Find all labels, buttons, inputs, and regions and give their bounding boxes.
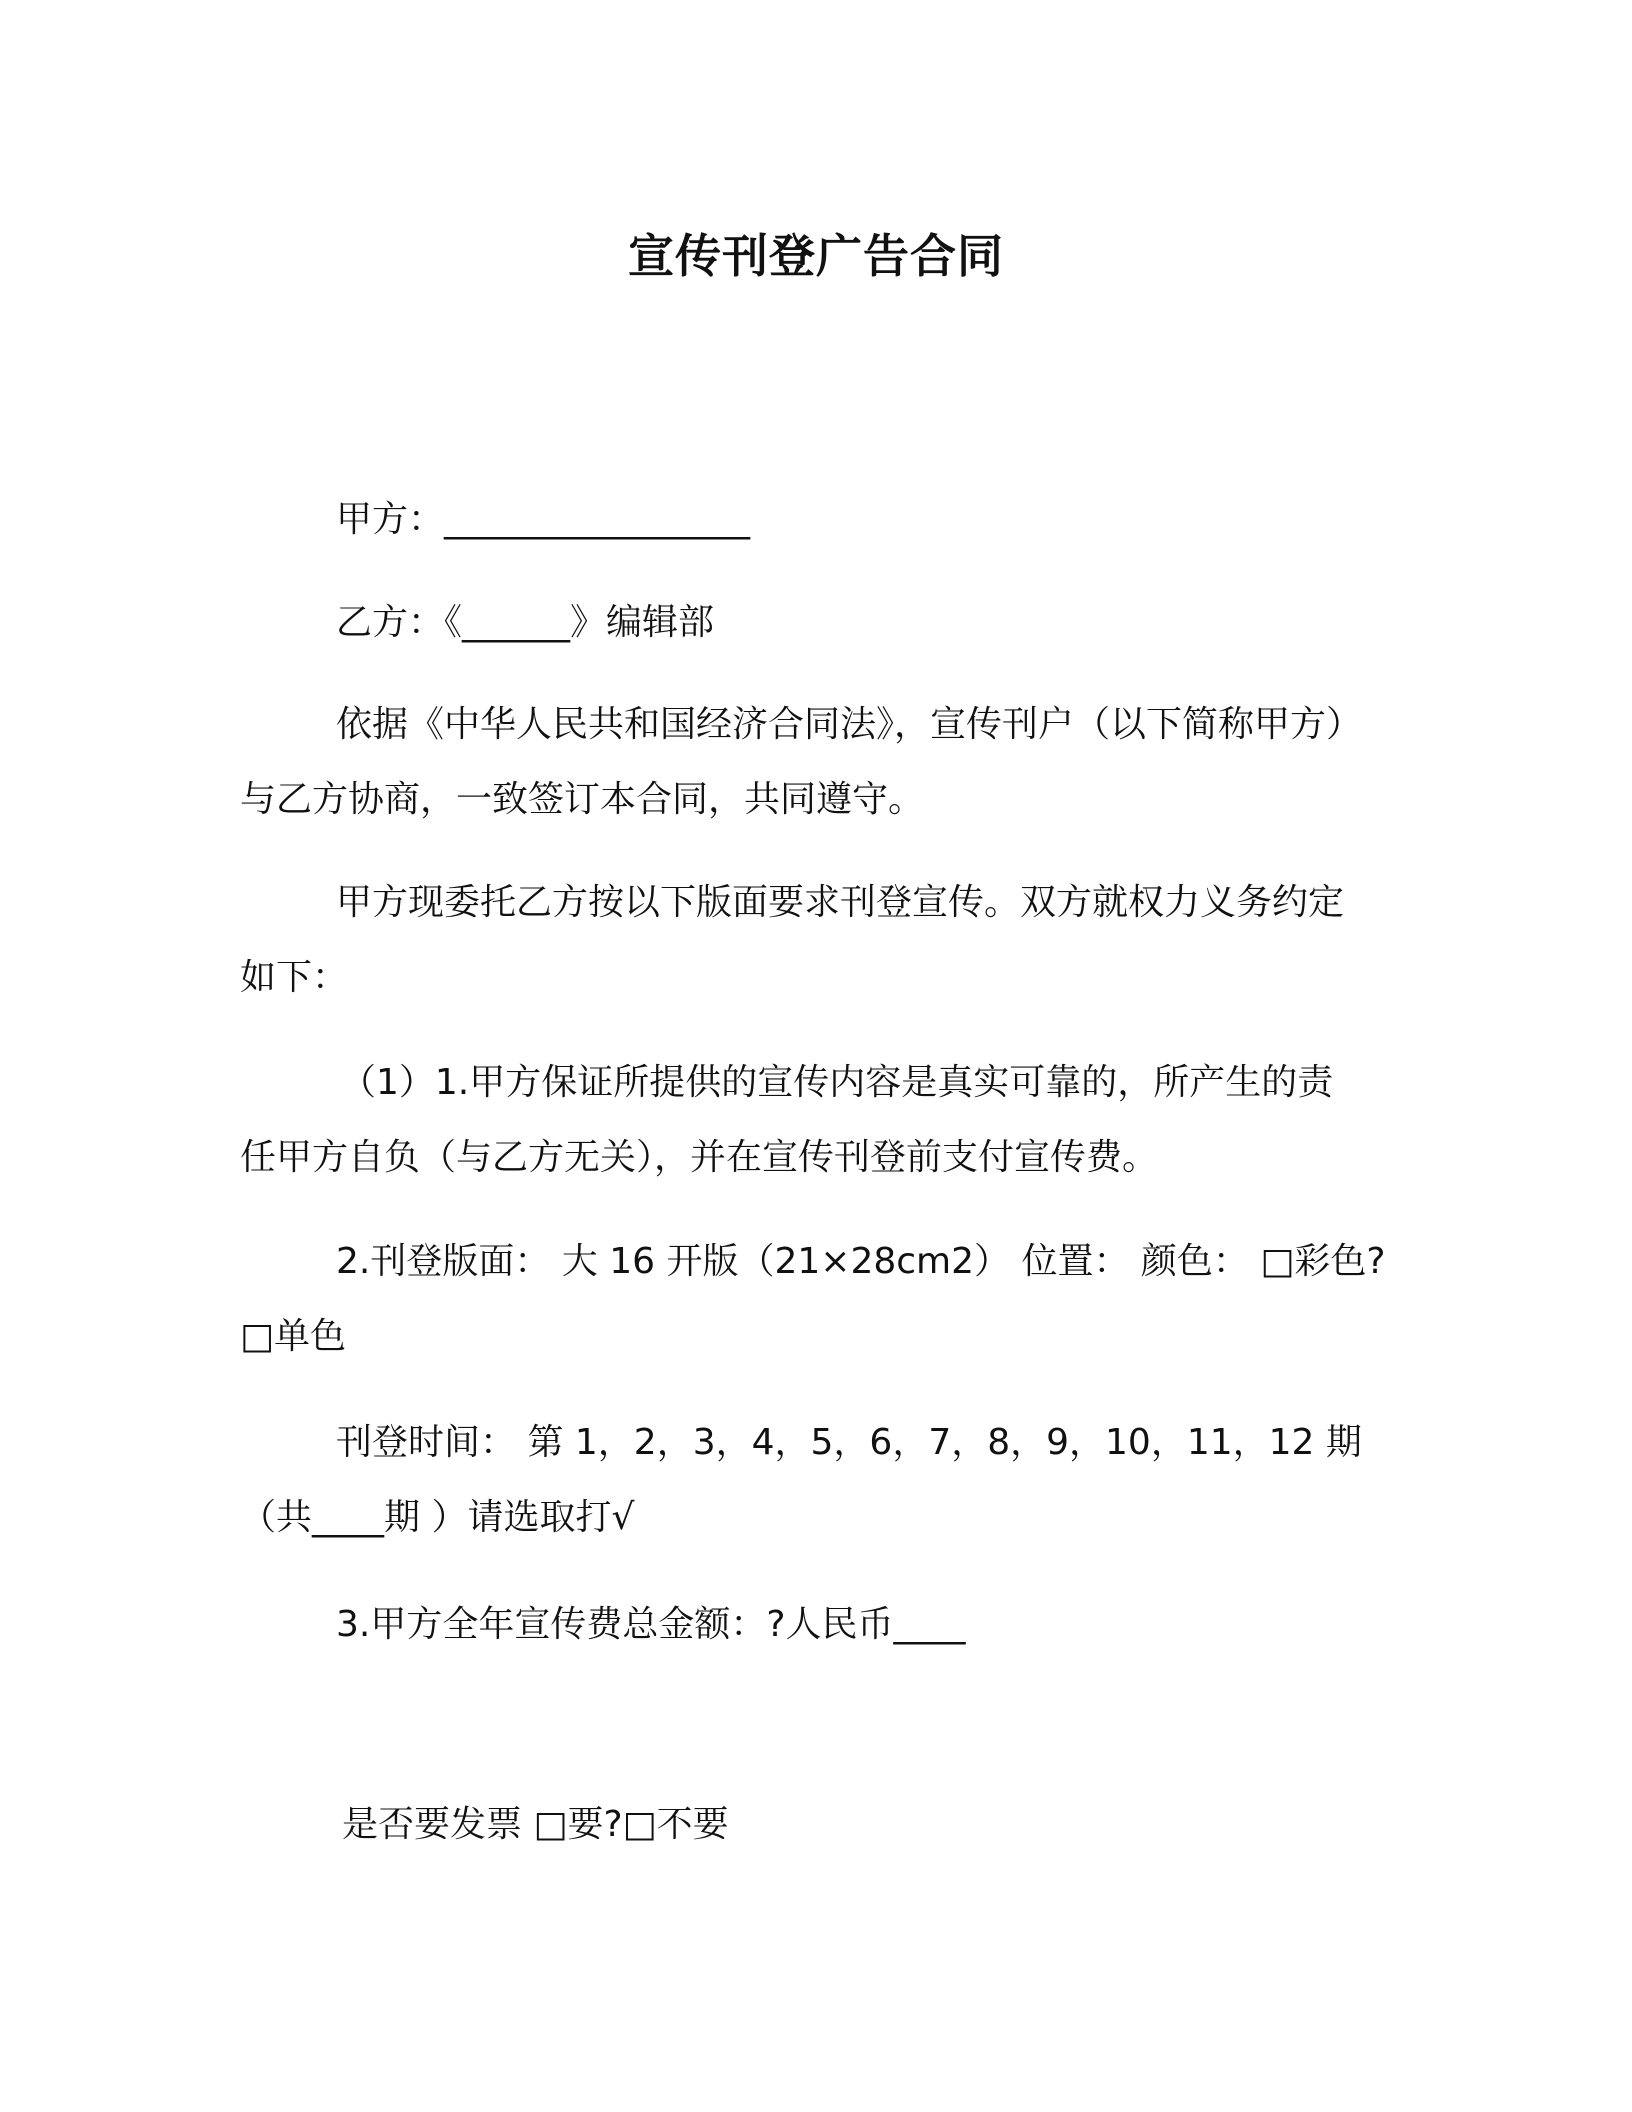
item2-line1: 2.刊登版面： 大 16 开版（21×28cm2） 位置： 颜色： □彩色? <box>336 1241 1386 1282</box>
time-line1: 刊登时间： 第 1，2，3，4，5，6，7，8，9，10，11，12 期 <box>336 1422 1362 1463</box>
item1-line2: 任甲方自负（与乙方无关），并在宣传刊登前支付宣传费。 <box>240 1137 1159 1178</box>
para1-line1: 依据《中华人民共和国经济合同法》，宣传刊户（以下简称甲方） <box>336 704 1363 745</box>
document-title: 宣传刊登广告合同 <box>628 229 1004 283</box>
party-a-line: 甲方：_________________ <box>336 499 751 540</box>
time-line2: （共____期 ）请选取打√ <box>240 1497 635 1538</box>
item3-line: 3.甲方全年宣传费总金额：?人民币____ <box>336 1604 966 1645</box>
para2-line1: 甲方现委托乙方按以下版面要求刊登宣传。双方就权力义务约定 <box>336 882 1345 923</box>
party-b-line: 乙方：《______》编辑部 <box>336 602 715 643</box>
para2-line2: 如下： <box>240 957 349 998</box>
para1-line2: 与乙方协商，一致签订本合同，共同遵守。 <box>240 779 925 820</box>
invoice-line: 是否要发票 □要?□不要 <box>342 1804 729 1845</box>
item1-line1: （1）1.甲方保证所提供的宣传内容是真实可靠的，所产生的责 <box>340 1062 1334 1103</box>
item2-line2: □单色 <box>240 1316 347 1357</box>
